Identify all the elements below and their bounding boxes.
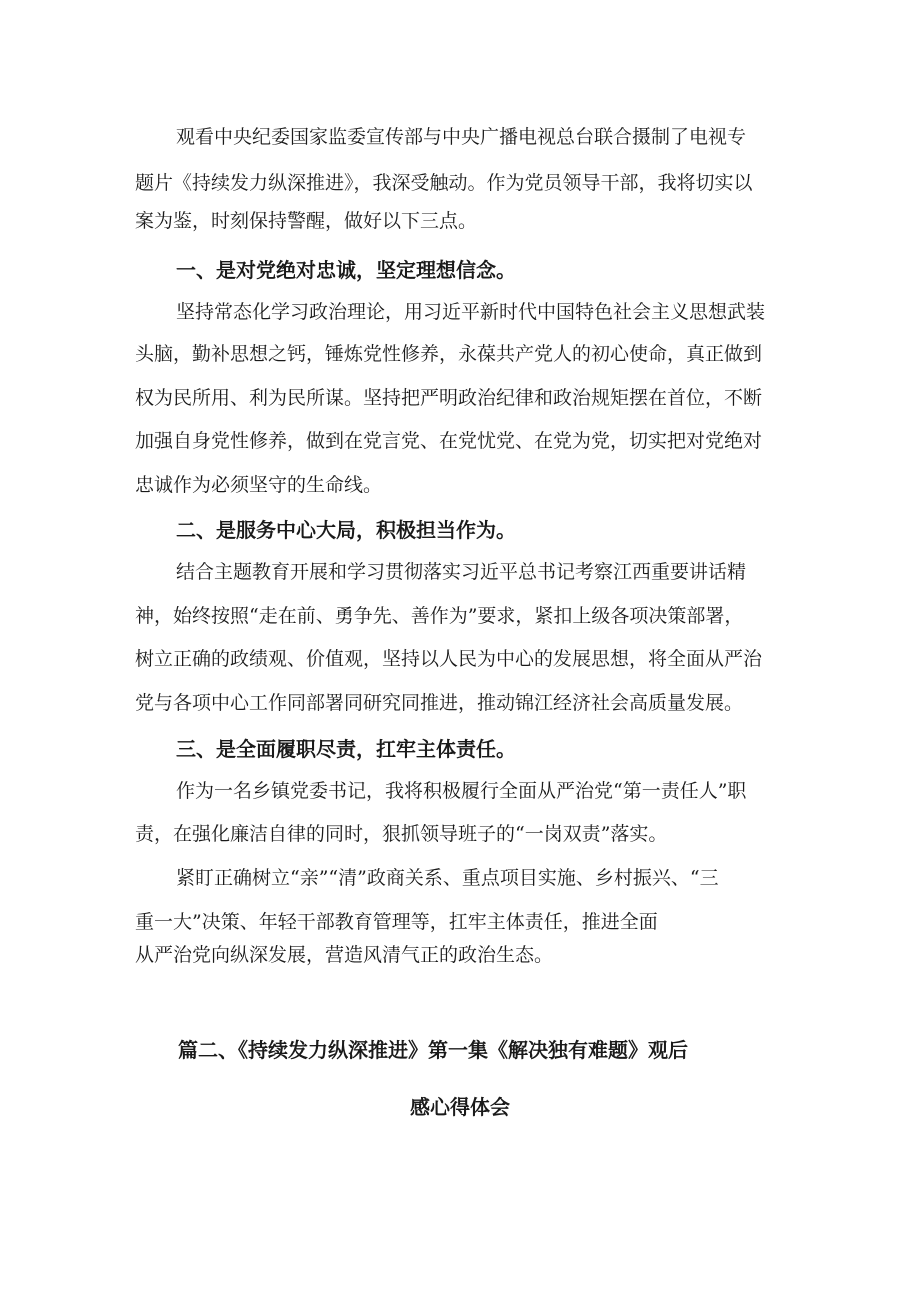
section-2-line-3: 树立正确的政绩观、价值观，坚持以人民为中心的发展思想，将全面从严治 [135, 648, 763, 670]
intro-line-3: 案为鉴，时刻保持警醒，做好以下三点。 [135, 210, 478, 232]
section-3-para-1-line-2: 责，在强化廉洁自律的同时，狠抓领导班子的“一岗双责”落实。 [135, 823, 668, 845]
next-article-title-line-2: 感心得体会 [410, 1095, 510, 1119]
next-article-title-line-1: 篇二、《持续发力纵深推进》第一集《解决独有难题》观后 [178, 1038, 688, 1062]
section-1-heading: 一、是对党绝对忠诚，坚定理想信念。 [176, 258, 516, 282]
section-3-heading: 三、是全面履职尽责，扛牢主体责任。 [176, 737, 516, 761]
intro-line-2: 题片《持续发力纵深推进》，我深受触动。作为党员领导干部，我将切实以 [135, 172, 753, 194]
section-1-line-5: 忠诚作为必须坚守的生命线。 [135, 474, 383, 496]
section-3-para-2-line-2: 重一大”决策、年轻干部教育管理等，扛牢主体责任，推进全面 [135, 911, 658, 933]
section-2-line-2: 神，始终按照“走在前、勇争先、善作为”要求，紧扣上级各项决策部署， [135, 605, 744, 627]
section-3-para-1-line-1: 作为一名乡镇党委书记，我将积极履行全面从严治党“第一责任人”职 [176, 780, 747, 802]
section-3-para-2-line-3: 从严治党向纵深发展，营造风清气正的政治生态。 [135, 944, 554, 966]
intro-line-1: 观看中央纪委国家监委宣传部与中央广播电视总台联合摄制了电视专 [176, 126, 747, 148]
section-1-line-4: 加强自身党性修养，做到在党言党、在党忧党、在党为党，切实把对党绝对 [135, 430, 763, 452]
section-3-para-2-line-1: 紧盯正确树立“亲”“清”政商关系、重点项目实施、乡村振兴、“三 [176, 867, 719, 889]
section-1-line-2: 头脑，勤补思想之钙，锤炼党性修养，永葆共产党人的初心使命，真正做到 [135, 343, 763, 365]
section-2-line-4: 党与各项中心工作同部署同研究同推进，推动锦江经济社会高质量发展。 [135, 692, 744, 714]
section-1-line-1: 坚持常态化学习政治理论，用习近平新时代中国特色社会主义思想武装 [176, 301, 766, 323]
section-1-line-3: 权为民所用、利为民所谋。坚持把严明政治纪律和政治规矩摆在首位，不断 [135, 387, 763, 409]
section-2-heading: 二、是服务中心大局，积极担当作为。 [176, 518, 516, 542]
section-2-line-1: 结合主题教育开展和学习贯彻落实习近平总书记考察江西重要讲话精 [176, 561, 747, 583]
